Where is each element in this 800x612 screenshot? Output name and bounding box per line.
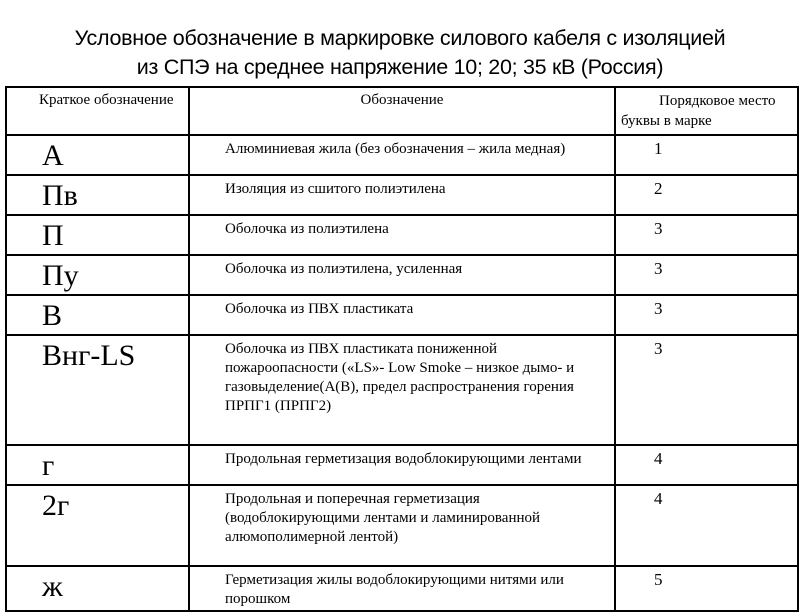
position-cell: 2 xyxy=(615,175,798,215)
table-row xyxy=(6,295,798,335)
code-cell: Пв xyxy=(6,175,189,215)
position-cell: 3 xyxy=(615,215,798,255)
header-designation: Обозначение xyxy=(189,87,615,135)
designation-cell: Оболочка из полиэтилена, усиленная xyxy=(189,255,615,295)
table-row xyxy=(6,566,798,611)
cable-marking-table xyxy=(5,86,799,612)
slide-title-line2: из СПЭ на среднее напряжение 10; 20; 35 кВ (Россия) xyxy=(136,55,664,79)
code-cell: А xyxy=(6,135,189,175)
table-row xyxy=(6,485,798,566)
designation-cell: Оболочка из ПВХ пластиката пониженной пожароопасности («LS»- Low Smoke – низкое дымо- и газовыделение(А(В), предел распространения горения ПРПГ1 (ПРПГ2) xyxy=(189,335,615,445)
code-cell: 2г xyxy=(6,485,189,566)
designation-cell: Продольная и поперечная герметизация (водоблокирующими лентами и ламинированной алюмополимерной лентой) xyxy=(189,485,615,566)
designation-cell: Алюминиевая жила (без обозначения – жила медная) xyxy=(189,135,615,175)
table-row xyxy=(6,335,798,445)
table-row xyxy=(6,175,798,215)
header-code: Краткое обозначение xyxy=(6,87,189,135)
table-row xyxy=(6,255,798,295)
slide-title-line1: Условное обозначение в маркировке силового кабеля с изоляцией xyxy=(74,26,726,50)
position-cell: 1 xyxy=(615,135,798,175)
code-cell: г xyxy=(6,445,189,485)
code-cell: П xyxy=(6,215,189,255)
position-cell: 3 xyxy=(615,295,798,335)
table-row xyxy=(6,215,798,255)
table-header-row xyxy=(6,87,798,135)
position-cell: 4 xyxy=(615,445,798,485)
slide-title xyxy=(0,24,800,82)
header-position: Порядковое место буквы в марке xyxy=(615,87,798,135)
code-cell: ж xyxy=(6,566,189,611)
position-cell: 5 xyxy=(615,566,798,611)
table-row xyxy=(6,445,798,485)
designation-cell: Оболочка из полиэтилена xyxy=(189,215,615,255)
designation-cell: Продольная герметизация водоблокирующими лентами xyxy=(189,445,615,485)
position-cell: 4 xyxy=(615,485,798,566)
position-cell: 3 xyxy=(615,255,798,295)
code-cell: Внг-LS xyxy=(6,335,189,445)
code-cell: В xyxy=(6,295,189,335)
table-row xyxy=(6,135,798,175)
designation-cell: Изоляция из сшитого полиэтилена xyxy=(189,175,615,215)
designation-cell: Герметизация жилы водоблокирующими нитями или порошком xyxy=(189,566,615,611)
designation-cell: Оболочка из ПВХ пластиката xyxy=(189,295,615,335)
position-cell: 3 xyxy=(615,335,798,445)
code-cell: Пу xyxy=(6,255,189,295)
